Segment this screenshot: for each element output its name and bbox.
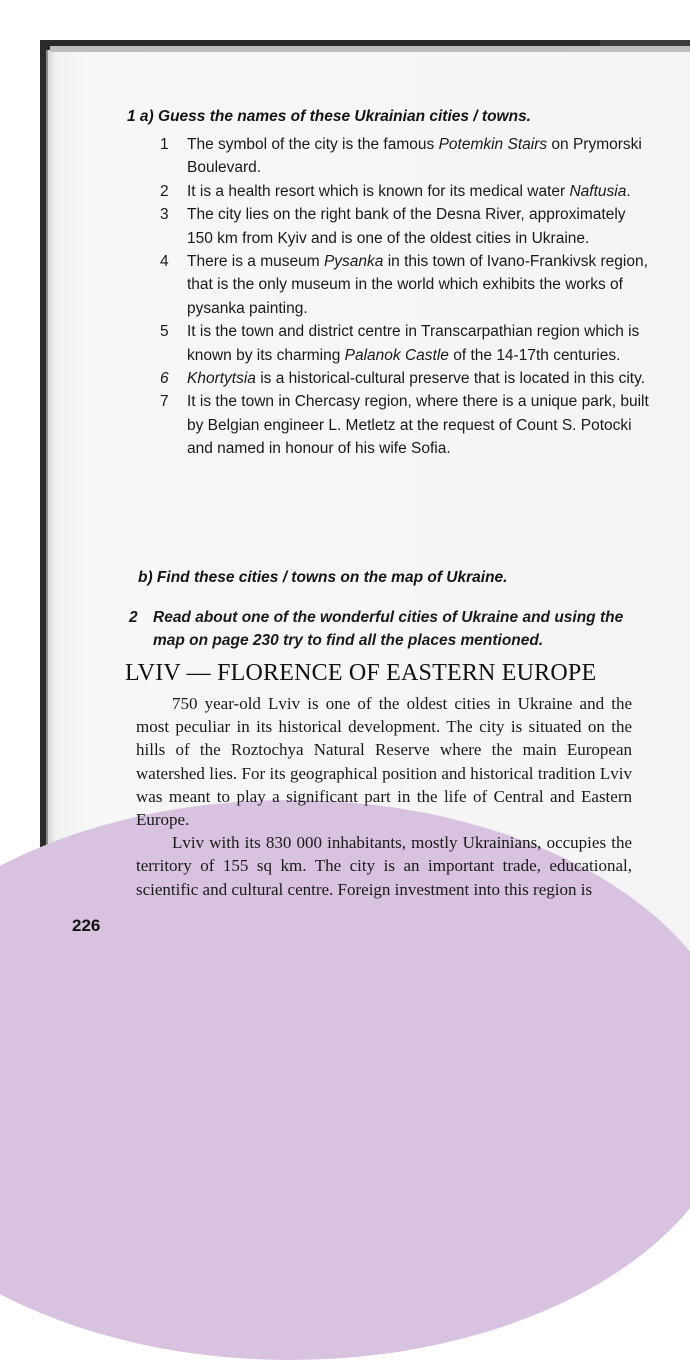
task-1-list [160,133,650,461]
list-item-number: 3 [160,206,169,224]
list-item-text [187,367,650,390]
task-1b-heading: b) Find these cities / towns on the map of Ukraine. [138,569,508,586]
list-item [160,203,650,250]
list-item-number: 5 [160,323,169,341]
text-run: It is a health resort which is known for its medical water [187,182,570,200]
list-item [160,250,650,320]
list-item [160,320,650,367]
text-run: of the 14-17th centuries. [448,346,621,364]
text-run: It is the town and district centre in Transcarpathian region which is known by its charming [187,323,640,364]
italic-term: Naftusia [569,182,627,200]
text-run: It is the town in Chercasy region, where there is a unique park, built by Belgian engineer L. Metletz at the request of Count S. Potocki and named in honour of his wife Sofia. [187,393,649,458]
list-item-text [187,180,650,203]
text-run: . [626,182,631,200]
article-paragraph: Lviv with its 830 000 inhabitants, mostly Ukrainians, occupies the territory of 155 sq km. The city is an important trade, educational, scientific and cultural centre. Foreign investment into this region is [136,833,632,899]
italic-term: Khortytsia [187,370,256,388]
list-item-number: 2 [160,182,169,200]
page-number: 226 [72,916,101,935]
list-item-number: 7 [160,393,169,411]
list-item-text [187,320,650,367]
text-run: The symbol of the city is the famous [187,136,439,153]
text-run: There is a museum [187,253,324,271]
italic-term: Palanok Castle [344,346,449,364]
list-item-text [187,133,650,180]
list-item [160,180,650,203]
text-run: The city lies on the right bank of the Desna River, approximately 150 km from Kyiv and is one of the oldest cities in Ukraine. [187,206,626,247]
task-2-number: 2 [129,609,138,626]
list-item-text [187,390,650,460]
task-2 [129,606,649,653]
list-item-text [187,250,650,320]
page-top-edge [50,46,690,52]
list-item [160,367,650,390]
text-run: is a historical-cultural preserve that is located in this city. [255,370,646,388]
task-1a-heading: 1 a) Guess the names of these Ukrainian cities / towns. [127,108,531,125]
article-body [136,692,632,901]
task-2-text: Read about one of the wonderful cities of Ukraine and using the map on page 230 try to find all the places mentioned. [153,609,624,650]
list-item-number: 1 [160,136,169,153]
italic-term: Potemkin Stairs [438,136,548,153]
text-run: on Prymorski Boulevard. [187,136,642,177]
list-item-number: 6 [160,370,169,388]
italic-term: Pysanka [323,253,384,271]
list-item [160,390,650,460]
text-run: in this town of Ivano-Frankivsk region, that is the only museum in the world which exhibits the works of pysanka painting. [187,253,648,317]
article-paragraph: 750 year-old Lviv is one of the oldest cities in Ukraine and the most peculiar in its historical development. The city is situated on the hills of the Roztochya Natural Reserve where the main European watershed lies. For its geographical position and historical tradition Lviv was meant to play a significant part in the life of Central and Eastern Europe. [136,694,632,830]
list-item-number: 4 [160,253,169,271]
article-title: LVIV — FLORENCE OF EASTERN EUROPE [125,660,597,686]
list-item [160,133,650,180]
list-item-text [187,203,650,250]
